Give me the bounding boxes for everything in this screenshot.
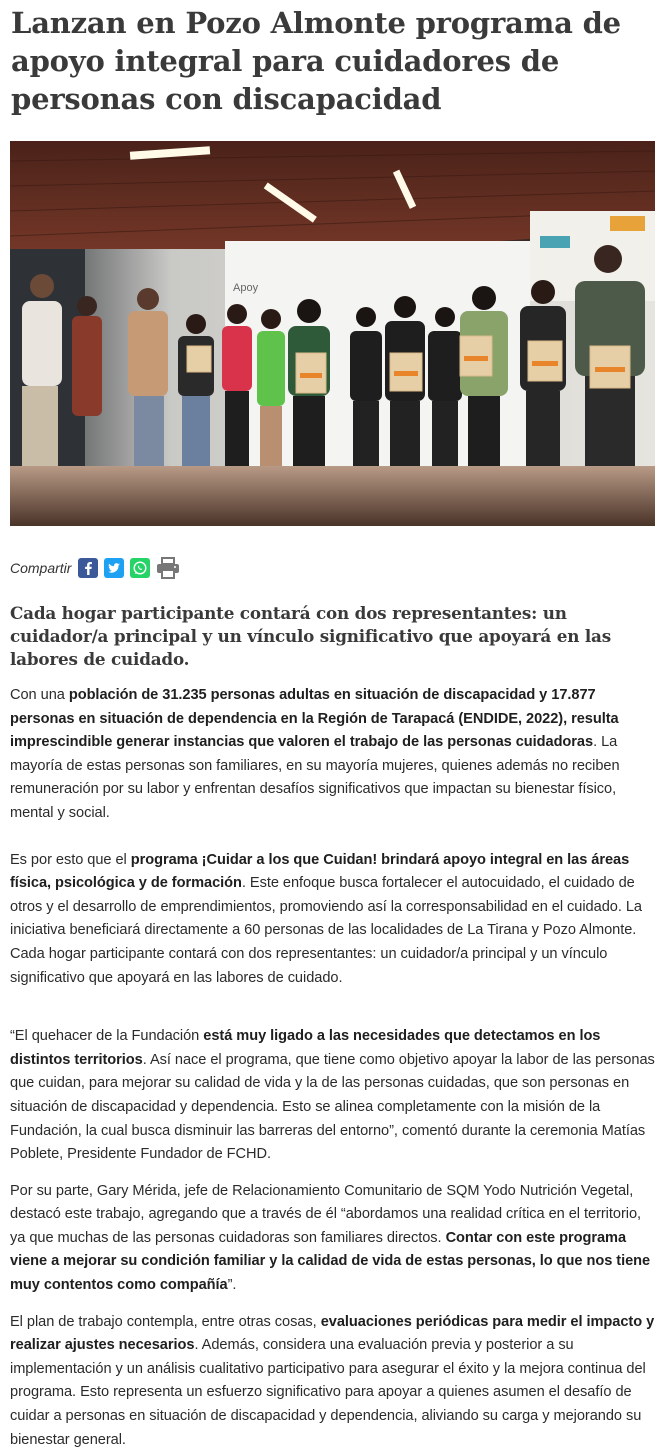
whatsapp-icon[interactable] (130, 558, 150, 578)
article-lead: Cada hogar participante contará con dos representantes: un cuidador/a principal y un vínculo significativo que apoyará en las labores de cuidado. (10, 603, 611, 669)
text-run: “El quehacer de la Fundación (10, 1028, 204, 1045)
print-icon[interactable] (156, 558, 180, 578)
article-photo[interactable] (10, 141, 655, 526)
text-run: . Este enfoque busca fortalecer el autocuidado, el cuidado de otros y el desarrollo de emprendimientos, promoviendo así la corresponsabilidad en el cuidado. La iniciativa beneficiará directamente a 60 personas de las localidades de La Tirana y Pozo Almonte. Cada hogar participante contará con dos representantes: un cuidador/a principal y un vínculo significativo que apoyará en las labores de cuidado. (10, 875, 642, 986)
screen-text: Apoy (233, 282, 259, 294)
bold-text: población de 31.235 personas adultas en situación de discapacidad y 17.877 personas en situación de dependencia en la Región de Tarapacá (ENDIDE, 2022), resulta imprescindible generar instancias que valoren el trabajo de las personas cuidadoras (10, 687, 619, 751)
bold-text: programa ¡Cuidar a los que Cuidan! brindará apoyo integral en las áreas física, psicológica y de formación (10, 851, 630, 892)
facebook-icon[interactable] (78, 558, 98, 578)
event-photo-illustration (10, 141, 655, 526)
text-run: . La mayoría de estas personas son familiares, en su mayoría mujeres, quienes además no reciben remuneración por su labor y enfrentan desafíos significativos que impactan su bienestar físico, mental y social. (10, 734, 620, 821)
text-run: Por su parte, Gary Mérida, jefe de Relacionamiento Comunitario de SQM Yodo Nutrición Vegetal, destacó este trabajo, agregando que a través de él “abordamos una realidad crítica en el territorio, ya que muchas de las personas cuidadoras son familiares directos. (10, 1182, 642, 1246)
text-run: . Además, considera una evaluación previa y posterior a su implementación y un análisis cualitativo participativo para asegurar el éxito y la mejora continua del programa. Esto representa un esfuerzo significativo para apoyar a quienes asumen el desafío de cuidar a personas en situación de discapacidad y dependencia, aliviando su carga y mejorando su bienestar general. (10, 1337, 646, 1448)
article-title: Lanzan en Pozo Almonte programa de apoyo integral para cuidadores de personas con discapacidad (11, 6, 621, 116)
bold-text: está muy ligado a las necesidades que detectamos en los distintos territorios (10, 1028, 601, 1068)
paragraph-2 (10, 849, 657, 991)
text-run: Es por esto que el (10, 851, 131, 868)
bold-text: Contar con este programa viene a mejorar su condición familiar y la calidad de vida de estas personas, lo que nos tiene muy contentos como compañía (10, 1229, 651, 1294)
bold-text: evaluaciones periódicas para medir el impacto y realizar ajustes necesarios (10, 1313, 655, 1354)
article (0, 4, 667, 1452)
text-run: Con una (10, 687, 69, 703)
text-run: . Así nace el programa, que tiene como objetivo apoyar la labor de las personas que cuidan, para mejorar su calidad de vida y la de las personas cuidadas, que son personas en situación de discapacidad y dependencia. Esto se alinea completamente con la misión de la Fundación, la cual busca disminuir las barreras del entorno”, comentó durante la ceremonia Matías Poblete, Presidente Fundador de FCHD. (10, 1051, 655, 1163)
share-label: Compartir (10, 560, 72, 576)
paragraph-1 (10, 684, 657, 826)
paragraph-4 (10, 1180, 657, 1298)
paragraph-5 (10, 1311, 657, 1452)
paragraph-3 (10, 1025, 657, 1167)
text-run: ”. (227, 1277, 237, 1294)
text-run: El plan de trabajo contempla, entre otras cosas, (10, 1313, 321, 1330)
share-bar (10, 556, 657, 580)
twitter-icon[interactable] (104, 558, 124, 578)
